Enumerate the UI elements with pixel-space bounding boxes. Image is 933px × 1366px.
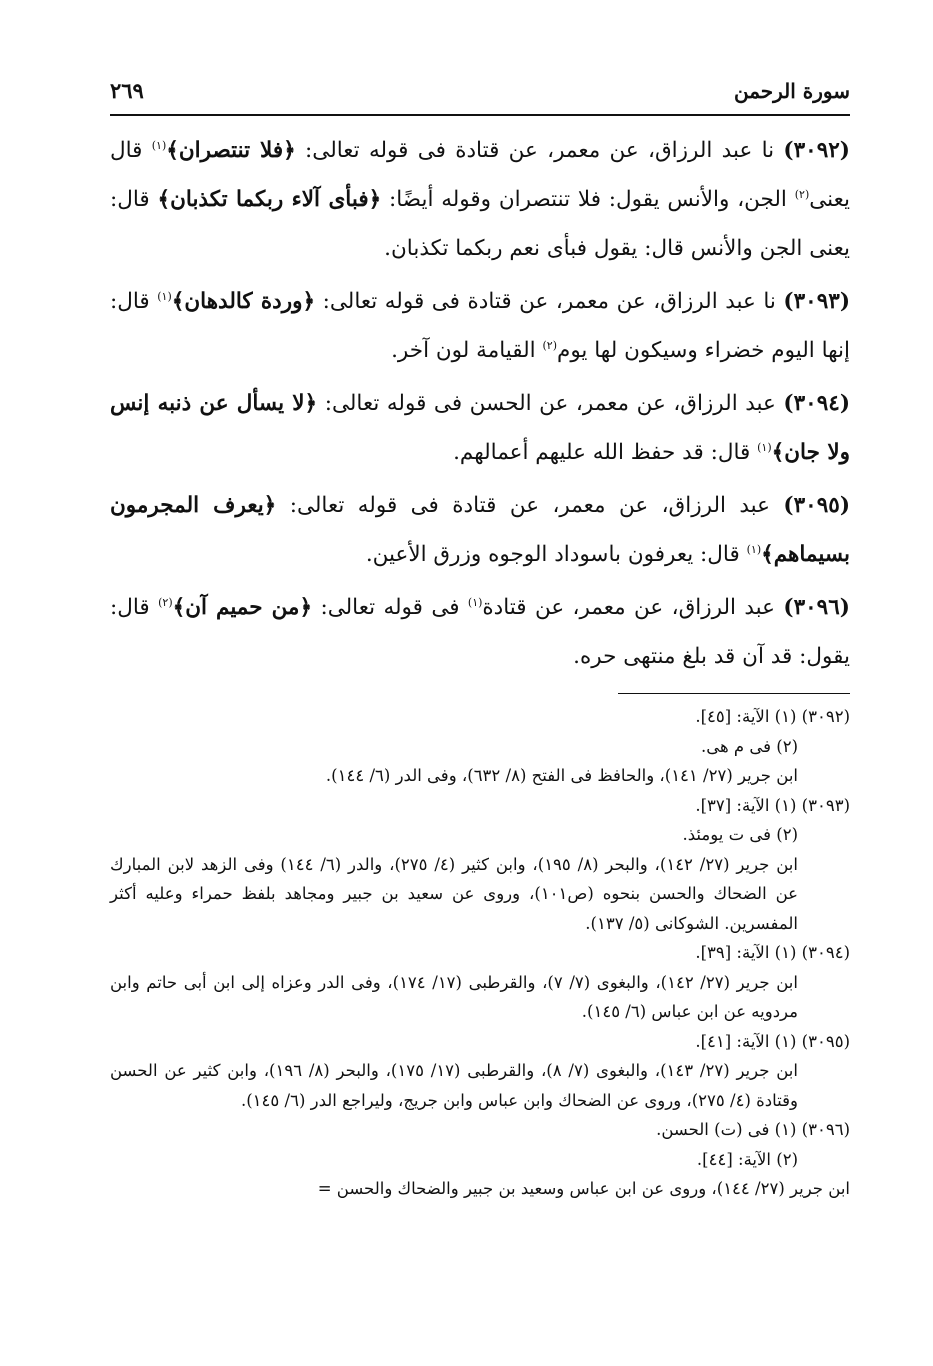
- hadith-text: القيامة لون آخر.: [391, 338, 536, 363]
- page: [110, 78, 850, 1204]
- hadith-text: قال يعنى: [110, 138, 850, 212]
- footnote-source: ابن جرير (٢٧/ ١٤٤)، وروى عن ابن عباس وسعيد بن جبير والضحاك والحسن =: [317, 1179, 850, 1198]
- footnote-line: (٣٠٩٢) (١) الآية: [٤٥].: [695, 707, 850, 726]
- footnote-line: (٢) فى ت يومئذ.: [682, 825, 798, 844]
- page-header: [110, 78, 850, 116]
- isnad-text: عبد الرزاق، عن معمر، عن قتادة: [482, 595, 775, 620]
- quran-quote: ﴿لا يسأل عن ذنبه إنس ولا جان﴾: [110, 391, 850, 465]
- hadith-number: (٣٠٩٣): [783, 289, 850, 314]
- quran-quote: ﴿وردة كالدهان﴾: [171, 289, 316, 314]
- footnote-marker: (٢): [794, 187, 810, 201]
- footnote-line: (٢) فى م هى.: [700, 736, 798, 756]
- footnote-marker: (١): [757, 440, 772, 454]
- footnote-line: (٢) الآية: [٤٤].: [696, 1149, 798, 1169]
- footnote-source: ابن جرير (٢٧/ ١٤١)، والحافظ فى الفتح (٨/ ٦٣٢)، وفى الدر (٦/ ١٤٤).: [325, 766, 798, 785]
- hadith-number: (٣٠٩٤): [783, 391, 850, 416]
- footnote-divider: [618, 693, 850, 694]
- footnotes: [110, 702, 850, 1204]
- quran-quote: ﴿يعرف المجرمون بسيماهم﴾: [110, 493, 850, 567]
- footnote-marker: (٢): [158, 595, 173, 609]
- page-number: ٢٦٩: [110, 78, 144, 103]
- quran-quote: ﴿فبأى آلاء ربكما تكذبان﴾: [157, 187, 382, 212]
- isnad-text: نا عبد الرزاق، عن معمر، عن قتادة فى قوله تعالى:: [322, 289, 776, 314]
- footnote-marker: (١): [151, 138, 167, 152]
- footnote-3094: [110, 938, 850, 1027]
- hadith-3094: [110, 379, 850, 477]
- isnad-text: نا عبد الرزاق، عن معمر، عن قتادة فى قوله تعالى:: [305, 138, 775, 163]
- footnote-line: (٣٠٩٦) (١) فى (ت) الحسن.: [656, 1120, 850, 1139]
- footnote-line: (٣٠٩٥) (١) الآية: [٤١].: [695, 1031, 850, 1051]
- footnote-3093: [110, 791, 850, 939]
- hadith-text: قال: إنها اليوم خضراء وسيكون لها يوم: [110, 289, 850, 363]
- hadith-3092: [110, 126, 850, 273]
- footnote-3096: [110, 1115, 850, 1204]
- surah-title: سورة الرحمن: [733, 79, 850, 103]
- quran-quote: ﴿من حميم آن﴾: [172, 595, 313, 620]
- footnote-line: (٣٠٩٣) (١) الآية: [٣٧].: [695, 795, 850, 815]
- isnad-text: عبد الرزاق، عن معمر، عن قتادة فى قوله تعالى:: [289, 493, 770, 518]
- hadith-list: [110, 126, 850, 681]
- isnad-text: عبد الرزاق، عن معمر، عن الحسن فى قوله تعالى:: [324, 391, 776, 416]
- footnote-3092: [110, 702, 850, 791]
- hadith-number: (٣٠٩٦): [783, 595, 850, 620]
- hadith-number: (٣٠٩٢): [783, 138, 850, 163]
- footnote-source: ابن جرير (٢٧/ ١٤٣)، والبغوى (٧/ ٨)، والقرطبى (١٧/ ١٧٥)، والبحر (٨/ ١٩٦)، وابن كثير عن الحسن وقتادة (٤/ ٢٧٥)، وروى عن الضحاك وابن عباس وابن جريج، وليراجع الدر (٦/ ١٤٥).: [110, 1061, 798, 1110]
- footnote-marker: (١): [157, 289, 172, 303]
- hadith-text: قال: يقول: قد آن قد بلغ منتهى حره.: [110, 595, 850, 669]
- footnote-3095: [110, 1027, 850, 1116]
- footnote-source: ابن جرير (٢٧/ ١٤٢)، والبحر (٨/ ١٩٥)، وابن كثير (٤/ ٢٧٥)، والدر (٦/ ١٤٤) وفى الزهد لابن المبارك عن الضحاك والحسن بنحوه (ص١٠١)، وروى عن سعيد بن جبير ومجاهد بلفظ حمراء وعليه أكثر المفسرين. الشوكانى (٥/ ١٣٧).: [110, 854, 798, 933]
- hadith-3093: [110, 277, 850, 375]
- hadith-text: قال: يعنى الجن والأنس قال: يقول فبأى نعم ربكما تكذبان.: [110, 187, 850, 261]
- footnote-line: (٣٠٩٤) (١) الآية: [٣٩].: [695, 943, 850, 962]
- hadith-text: قال: قد حفظ الله عليهم أعمالهم.: [453, 440, 751, 465]
- footnote-source: ابن جرير (٢٧/ ١٤٢)، والبغوى (٧/ ٧)، والقرطبى (١٧/ ١٧٤)، وفى الدر وعزاه إلى ابن أبى حاتم وابن مردويه عن ابن عباس (٦/ ١٤٥).: [110, 972, 798, 1021]
- hadith-number: (٣٠٩٥): [783, 493, 850, 518]
- hadith-3095: [110, 481, 850, 579]
- footnote-marker: (٢): [542, 338, 558, 352]
- hadith-text: الجن، والأنس يقول: فلا تنتصران وقوله أيضًا:: [389, 187, 787, 212]
- hadith-3096: [110, 583, 850, 681]
- footnote-marker: (١): [746, 542, 762, 556]
- quran-quote: ﴿فلا تنتصران﴾: [166, 138, 296, 163]
- footnote-marker: (١): [467, 595, 483, 609]
- isnad-text: فى قوله تعالى:: [320, 595, 460, 620]
- hadith-text: قال: يعرفون باسوداد الوجوه وزرق الأعين.: [365, 542, 740, 567]
